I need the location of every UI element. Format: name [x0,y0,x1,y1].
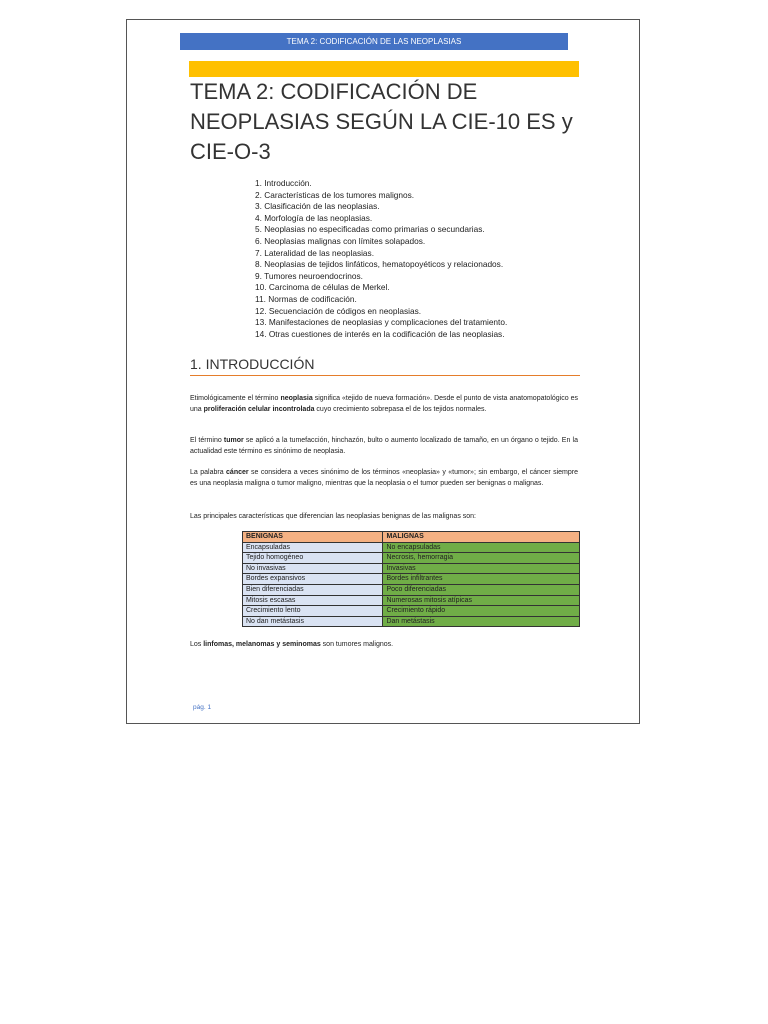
benign-cell: Mitosis escasas [243,595,383,606]
malignant-cell: Dan metástasis [383,616,580,627]
table-row [243,574,580,585]
toc-item: 12. Secuenciación de códigos en neoplasias. [255,305,422,316]
section-heading: 1. INTRODUCCIÓN [190,356,580,376]
bold-term: tumor [223,437,244,444]
table-row [243,563,580,574]
text-run: se considera a veces sinónimo de los términos «neoplasia» y «tumor»; sin embargo, el cáncer siempre es una neoplasia maligna o tumor maligno, mientras que la neoplasia o el tumor pueden ser benignas o malignas. [190,469,578,487]
table-header-row [243,532,580,543]
toc-item: 14. Otras cuestiones de interés en la codificación de las neoplasias. [255,328,505,339]
toc-item: 4. Morfología de las neoplasias. [255,212,373,223]
page-number: pág. 1 [193,704,212,711]
column-header-malignas: MALIGNAS [383,532,580,543]
malignant-cell: Bordes infiltrantes [383,574,580,585]
document-page [126,19,640,724]
malignant-cell: Crecimiento rápido [383,606,580,617]
document-title: TEMA 2: CODIFICACIÓN DE NEOPLASIAS SEGÚN LA CIE-10 ES y CIE-O-3 [190,79,573,164]
text-run: significa «tejido de nueva formación». Desde el punto de vista anatomopatológico es una [190,395,578,413]
toc-item: 13. Manifestaciones de neoplasias y complicaciones del tratamiento. [255,317,508,328]
toc-item: 6. Neoplasias malignas con límites solapados. [255,235,426,246]
toc-item: 8. Neoplasias de tejidos linfáticos, hematopoyéticos y relacionados. [255,259,504,270]
table-of-contents [255,178,507,340]
benign-cell: Bordes expansivos [243,574,383,585]
malignant-cell: Necrosis, hemorragia [383,553,580,564]
text-run: son tumores malignos. [320,641,394,648]
text-run: cuyo crecimiento sobrepasa el de los tejidos normales. [314,405,487,413]
text-run: Los [190,641,204,648]
table-row [243,606,580,617]
toc-item: 11. Normas de codificación. [255,293,357,304]
malignant-cell: No encapsuladas [383,542,580,553]
accent-bar [189,61,579,77]
benign-cell: Bien diferenciadas [243,584,383,595]
text-run: El término [190,437,224,444]
table-row [243,595,580,606]
bold-term: cáncer [226,469,249,476]
paragraph-tumor [190,436,578,457]
toc-item: 9. Tumores neuroendocrinos. [255,270,363,281]
benign-cell: Tejido homogéneo [243,553,383,564]
toc-item: 7. Lateralidad de las neoplasias. [255,247,375,258]
text-run: La palabra [190,469,227,476]
toc-item: 3. Clasificación de las neoplasias. [255,201,380,212]
toc-item: 5. Neoplasias no especificadas como primarias o secundarias. [255,224,485,235]
benign-cell: Crecimiento lento [243,606,383,617]
table-row [243,584,580,595]
bold-term: neoplasia [280,395,313,402]
benign-cell: No invasivas [243,563,383,574]
paragraph-neoplasia [190,394,578,415]
malignant-cell: Numerosas mitosis atípicas [383,595,580,606]
bold-term: proliferación celular incontrolada [203,405,315,413]
page-header: TEMA 2: CODIFICACIÓN DE LAS NEOPLASIAS [180,33,568,50]
paragraph-malignant-types [190,640,578,651]
paragraph-intro-table: Las principales características que diferencian las neoplasias benignas de las malignas son: [190,513,476,520]
benign-cell: Encapsuladas [243,542,383,553]
malignant-cell: Poco diferenciadas [383,584,580,595]
paragraph-cancer [190,468,578,489]
column-header-benignas: BENIGNAS [243,532,383,543]
table-row [243,553,580,564]
bold-term: linfomas, melanomas y seminomas [203,641,321,648]
table-row [243,616,580,627]
toc-item: 2. Características de los tumores malignos. [255,189,415,200]
comparison-table [242,531,580,627]
benign-cell: No dan metástasis [243,616,383,627]
malignant-cell: Invasivas [383,563,580,574]
toc-item: 1. Introducción. [255,178,312,188]
text-run: Etimológicamente el término [190,395,281,402]
table-row [243,542,580,553]
text-run: se aplicó a la tumefacción, hinchazón, bulto o aumento localizado de tamaño, en un órgano o tejido. En la actualidad este término es sinónimo de neoplasia. [190,437,578,455]
toc-item: 10. Carcinoma de células de Merkel. [255,282,390,293]
